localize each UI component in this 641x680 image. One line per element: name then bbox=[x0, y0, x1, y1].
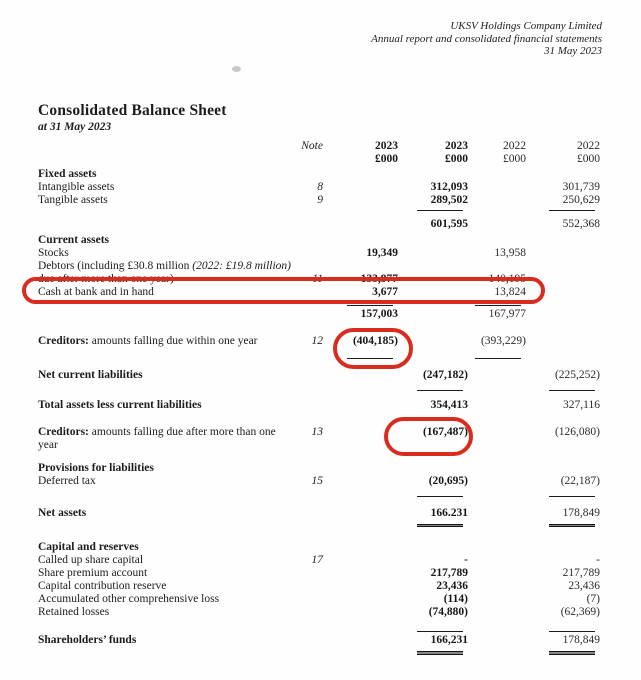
note-ref bbox=[298, 168, 330, 181]
table-row bbox=[0, 369, 641, 382]
value-cell bbox=[330, 475, 400, 488]
label-text: Creditors: bbox=[38, 334, 89, 347]
table-row bbox=[0, 194, 641, 207]
value-cell bbox=[528, 651, 602, 655]
value-cell bbox=[330, 541, 400, 554]
row-label bbox=[38, 567, 298, 580]
note-ref: 17 bbox=[311, 554, 323, 567]
page-subtitle: at 31 May 2023 bbox=[38, 120, 112, 133]
spacer bbox=[0, 359, 641, 369]
value-cell bbox=[528, 247, 602, 260]
label-text: Capital and reserves bbox=[38, 541, 139, 554]
spacer bbox=[0, 527, 641, 541]
label-text: Current assets bbox=[38, 233, 110, 246]
scan-smudge-artifact bbox=[232, 66, 241, 72]
label-text: Intangible assets bbox=[38, 180, 115, 193]
value-cell bbox=[470, 541, 528, 554]
note-ref bbox=[298, 567, 330, 580]
header-report-date: 31 May 2023 bbox=[543, 45, 602, 57]
value-cell bbox=[528, 308, 602, 321]
value-cell bbox=[400, 234, 470, 247]
row-label bbox=[38, 606, 298, 619]
double-total-rule bbox=[417, 651, 463, 655]
value-cell: (22,187) bbox=[560, 474, 600, 487]
total-rule bbox=[417, 631, 463, 632]
spacer bbox=[0, 488, 641, 496]
red-circle-annotation-creditors-within bbox=[333, 328, 413, 369]
row-label bbox=[38, 426, 298, 452]
value-cell: - bbox=[596, 554, 600, 567]
note-ref bbox=[298, 369, 330, 382]
value-cell bbox=[330, 580, 400, 593]
value-cell bbox=[400, 541, 470, 554]
row-label bbox=[38, 218, 298, 231]
total-rule bbox=[347, 305, 393, 306]
value-cell bbox=[400, 390, 470, 391]
value-cell bbox=[470, 234, 528, 247]
note-ref: 15 bbox=[311, 474, 323, 487]
table-row bbox=[0, 218, 641, 231]
value-cell: (167,487) bbox=[422, 425, 468, 438]
column-header-row-units bbox=[0, 153, 641, 166]
value-cell bbox=[470, 194, 528, 207]
table-row bbox=[0, 475, 641, 488]
label-text: Capital contribution reserve bbox=[38, 580, 167, 593]
value-cell bbox=[528, 496, 602, 497]
row-label bbox=[38, 247, 298, 260]
spacer bbox=[0, 452, 641, 462]
value-cell bbox=[330, 305, 400, 306]
total-rule bbox=[475, 358, 521, 359]
value-cell: (225,252) bbox=[554, 368, 600, 381]
table-row bbox=[0, 308, 641, 321]
note-ref: 9 bbox=[317, 193, 323, 206]
row-label bbox=[38, 462, 298, 475]
year-header-2022a: 2022 bbox=[503, 139, 526, 152]
note-ref: 11 bbox=[312, 272, 323, 285]
label-text: Total assets less current liabilities bbox=[38, 398, 202, 411]
label-text: due after more than one year) bbox=[38, 272, 174, 285]
value-cell bbox=[400, 651, 470, 655]
note-ref: 13 bbox=[311, 425, 323, 438]
year-header-2023a: 2023 bbox=[375, 139, 398, 152]
value-cell bbox=[400, 247, 470, 260]
table-row bbox=[0, 181, 641, 194]
value-cell bbox=[528, 390, 602, 391]
value-cell bbox=[470, 634, 528, 647]
value-cell bbox=[470, 399, 528, 412]
label-text: Debtors (including £30.8 million bbox=[38, 259, 193, 272]
row-label bbox=[38, 593, 298, 606]
label-text: Accumulated other comprehensive loss bbox=[38, 593, 220, 606]
table-row bbox=[0, 554, 641, 567]
row-label bbox=[38, 580, 298, 593]
spacer bbox=[0, 619, 641, 631]
value-cell: 217,789 bbox=[430, 567, 468, 580]
red-circle-annotation-creditors-after bbox=[384, 417, 473, 456]
spacer bbox=[0, 348, 641, 358]
label-text: Called up share capital bbox=[38, 554, 144, 567]
value-cell: 289,502 bbox=[430, 193, 468, 206]
label-text: amounts falling due within one year bbox=[88, 334, 258, 347]
value-cell bbox=[400, 524, 470, 528]
spacer bbox=[0, 321, 641, 335]
value-cell: (404,185) bbox=[352, 334, 398, 347]
table-row bbox=[0, 541, 641, 554]
value-cell bbox=[528, 524, 602, 528]
value-cell: 157,003 bbox=[360, 307, 398, 320]
note-ref bbox=[298, 580, 330, 593]
value-cell: 23,436 bbox=[436, 580, 468, 593]
table-row bbox=[0, 247, 641, 260]
table-row bbox=[0, 399, 641, 412]
note-ref bbox=[298, 234, 330, 247]
value-cell: 301,739 bbox=[562, 180, 600, 193]
label-text: Retained losses bbox=[38, 606, 110, 619]
value-cell: 601,595 bbox=[430, 217, 468, 230]
spacer bbox=[0, 412, 641, 426]
unit-header-2022b: £000 bbox=[577, 152, 600, 165]
year-header-2023b: 2023 bbox=[445, 139, 468, 152]
value-cell bbox=[400, 210, 470, 211]
label-text: Deferred tax bbox=[38, 474, 96, 487]
table-row bbox=[0, 580, 641, 593]
value-cell bbox=[528, 462, 602, 475]
note-ref: 8 bbox=[317, 180, 323, 193]
value-cell bbox=[400, 462, 470, 475]
row-label bbox=[38, 181, 298, 194]
value-cell bbox=[470, 554, 528, 567]
note-unit-spacer bbox=[298, 153, 330, 166]
total-rule bbox=[549, 631, 595, 632]
year-header-2022b: 2022 bbox=[577, 139, 600, 152]
value-cell bbox=[470, 507, 528, 520]
value-cell: (126,080) bbox=[554, 425, 600, 438]
unit-header-2023b: £000 bbox=[445, 152, 468, 165]
label-text: Share premium account bbox=[38, 567, 148, 580]
document-header bbox=[0, 20, 602, 58]
double-total-rule bbox=[549, 524, 595, 528]
value-cell bbox=[400, 168, 470, 181]
value-cell bbox=[330, 634, 400, 647]
note-ref bbox=[298, 308, 330, 321]
spacer bbox=[0, 382, 641, 390]
value-cell bbox=[528, 631, 602, 632]
value-cell: 327,116 bbox=[563, 398, 600, 411]
total-rule bbox=[549, 496, 595, 497]
total-rule bbox=[417, 496, 463, 497]
value-cell: 133,977 bbox=[360, 272, 398, 285]
value-cell bbox=[470, 181, 528, 194]
value-cell: 19,349 bbox=[366, 246, 398, 259]
value-cell: 178,849 bbox=[562, 506, 600, 519]
row-label bbox=[38, 369, 298, 382]
value-cell bbox=[330, 606, 400, 619]
value-cell bbox=[470, 593, 528, 606]
value-cell bbox=[470, 168, 528, 181]
value-cell bbox=[470, 580, 528, 593]
row-label bbox=[38, 234, 298, 247]
value-cell bbox=[400, 308, 470, 321]
value-cell bbox=[470, 305, 528, 306]
rule-row bbox=[0, 651, 641, 655]
note-ref bbox=[298, 218, 330, 231]
value-cell: 217,789 bbox=[562, 567, 600, 580]
balance-sheet-table bbox=[0, 166, 641, 655]
row-label bbox=[38, 541, 298, 554]
label-text: Creditors: bbox=[38, 425, 89, 438]
value-cell: 250,629 bbox=[562, 193, 600, 206]
row-label bbox=[38, 507, 298, 520]
total-rule bbox=[417, 390, 463, 391]
value-cell: (20,695) bbox=[428, 474, 468, 487]
note-ref bbox=[298, 541, 330, 554]
value-cell bbox=[330, 181, 400, 194]
value-cell bbox=[528, 168, 602, 181]
value-cell bbox=[470, 606, 528, 619]
total-rule bbox=[549, 390, 595, 391]
value-cell: (393,229) bbox=[480, 334, 526, 347]
value-cell bbox=[470, 475, 528, 488]
note-ref bbox=[298, 634, 330, 647]
value-cell bbox=[528, 335, 602, 348]
unit-header-2023a: £000 bbox=[375, 152, 398, 165]
row-label bbox=[38, 554, 298, 567]
table-row bbox=[0, 234, 641, 247]
value-cell bbox=[400, 496, 470, 497]
label-text: Shareholders’ funds bbox=[38, 634, 137, 647]
table-row bbox=[0, 507, 641, 520]
note-ref bbox=[298, 462, 330, 475]
value-cell bbox=[330, 554, 400, 567]
value-cell: 312,093 bbox=[430, 180, 468, 193]
table-row bbox=[0, 335, 641, 348]
table-row bbox=[0, 567, 641, 580]
value-cell: 166.231 bbox=[430, 506, 468, 519]
header-spacer bbox=[38, 140, 298, 153]
label-text: Tangible assets bbox=[38, 193, 108, 206]
spacer bbox=[0, 391, 641, 399]
row-label bbox=[38, 168, 298, 181]
header-spacer bbox=[38, 153, 298, 166]
value-cell bbox=[470, 426, 528, 439]
label-text: Provisions for liabilities bbox=[38, 461, 154, 474]
value-cell: 178,849 bbox=[562, 634, 600, 647]
value-cell: 13,824 bbox=[494, 285, 526, 298]
value-cell bbox=[528, 234, 602, 247]
value-cell bbox=[330, 234, 400, 247]
value-cell: (7) bbox=[586, 593, 600, 606]
value-cell: (247,182) bbox=[422, 368, 468, 381]
value-cell bbox=[528, 210, 602, 211]
label-text: Net assets bbox=[38, 506, 87, 519]
value-cell bbox=[330, 369, 400, 382]
value-cell bbox=[330, 507, 400, 520]
value-cell bbox=[330, 567, 400, 580]
note-ref bbox=[298, 507, 330, 520]
row-label bbox=[38, 308, 298, 321]
note-ref bbox=[298, 606, 330, 619]
label-text: (2022: £19.8 million) bbox=[192, 259, 291, 272]
title-block bbox=[38, 102, 641, 134]
note-ref bbox=[298, 593, 330, 606]
value-cell: 167,977 bbox=[488, 307, 526, 320]
value-cell: (114) bbox=[443, 593, 468, 606]
value-cell bbox=[400, 631, 470, 632]
note-ref bbox=[298, 247, 330, 260]
value-cell: 13,958 bbox=[494, 246, 526, 259]
value-cell bbox=[470, 369, 528, 382]
value-cell bbox=[330, 218, 400, 231]
value-cell bbox=[470, 218, 528, 231]
value-cell: 166,231 bbox=[430, 634, 468, 647]
row-label bbox=[38, 475, 298, 488]
page-title: Consolidated Balance Sheet bbox=[38, 101, 227, 119]
table-row bbox=[0, 606, 641, 619]
label-text: Cash at bank and in hand bbox=[38, 285, 154, 298]
value-cell: 354,413 bbox=[430, 398, 468, 411]
label-text: amounts falling due after more than one year bbox=[38, 425, 276, 451]
label-text: Net current liabilities bbox=[38, 368, 143, 381]
table-row bbox=[0, 168, 641, 181]
total-rule bbox=[549, 210, 595, 211]
label-text: Fixed assets bbox=[38, 167, 97, 180]
column-header-row-years bbox=[0, 140, 641, 153]
double-total-rule bbox=[549, 651, 595, 655]
value-cell bbox=[330, 194, 400, 207]
value-cell: (74,880) bbox=[428, 606, 468, 619]
unit-header-2022a: £000 bbox=[503, 152, 526, 165]
value-cell: 23,436 bbox=[568, 580, 600, 593]
value-cell: 552,368 bbox=[562, 217, 600, 230]
header-report-title: Annual report and consolidated financial statements bbox=[371, 32, 602, 45]
double-total-rule bbox=[417, 524, 463, 528]
value-cell bbox=[470, 358, 528, 359]
table-row bbox=[0, 462, 641, 475]
value-cell bbox=[528, 541, 602, 554]
value-cell bbox=[470, 462, 528, 475]
total-rule bbox=[475, 305, 521, 306]
table-row bbox=[0, 593, 641, 606]
spacer bbox=[0, 211, 641, 218]
row-label bbox=[38, 399, 298, 412]
value-cell bbox=[330, 462, 400, 475]
note-ref bbox=[298, 399, 330, 412]
value-cell bbox=[330, 168, 400, 181]
note-ref: 12 bbox=[311, 334, 323, 347]
label-text: Stocks bbox=[38, 246, 69, 259]
red-circle-annotation-cash-row bbox=[22, 277, 545, 304]
value-cell: 140,195 bbox=[488, 272, 526, 285]
value-cell: - bbox=[464, 554, 468, 567]
value-cell bbox=[470, 567, 528, 580]
value-cell bbox=[330, 593, 400, 606]
note-column-header: Note bbox=[301, 139, 323, 152]
row-label bbox=[38, 634, 298, 647]
total-rule bbox=[417, 210, 463, 211]
value-cell: 3,677 bbox=[372, 285, 398, 298]
row-label bbox=[38, 335, 298, 348]
value-cell bbox=[330, 399, 400, 412]
value-cell: (62,369) bbox=[560, 606, 600, 619]
header-company-name: UKSV Holdings Company Limited bbox=[450, 20, 602, 32]
row-label bbox=[38, 194, 298, 207]
table-row bbox=[0, 634, 641, 647]
spacer bbox=[0, 497, 641, 507]
table-row bbox=[0, 426, 641, 452]
